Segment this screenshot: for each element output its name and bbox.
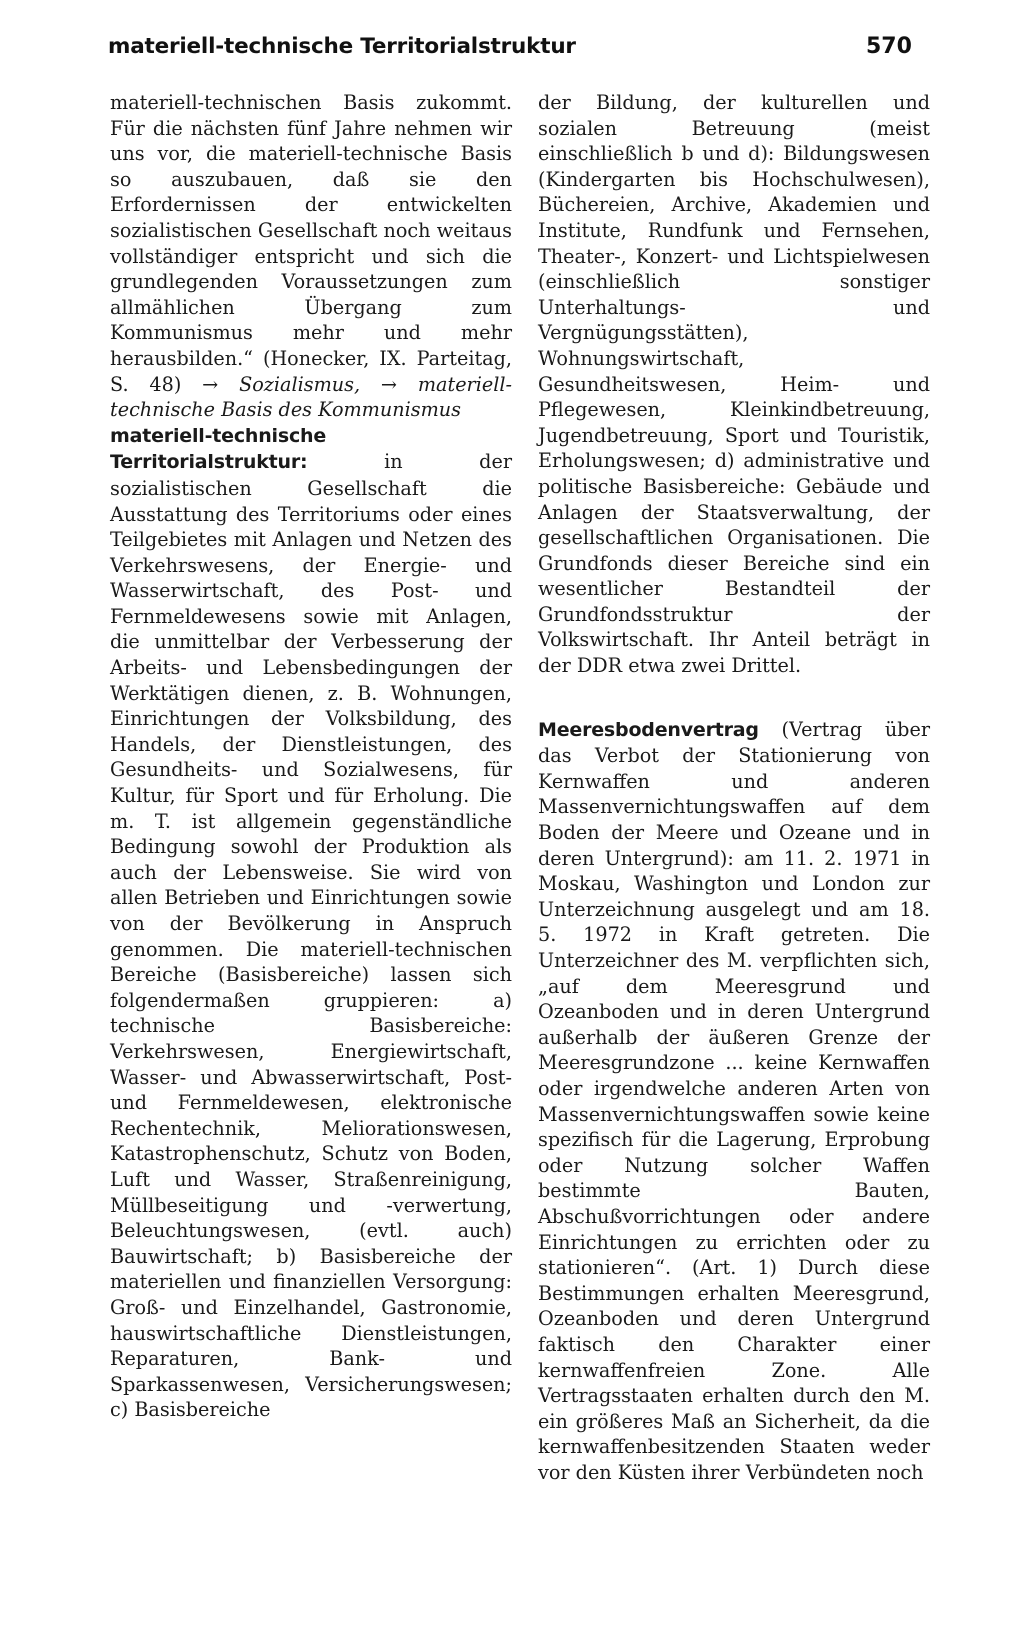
cross-reference-sozialismus[interactable]: Sozialismus, xyxy=(239,372,361,396)
page-number: 570 xyxy=(866,34,912,59)
continuation-paragraph xyxy=(110,90,512,423)
continuation-text: materiell-technischen Basis zukommt. Für die nächsten fünf Jahre nehmen wir uns vor, die materiell-technische Basis so auszubauen, daß sie den Erfordernissen der entwickelten sozialistischen Gesellschaft noch weitaus vollständiger entspricht und sich die grundlegenden Voraussetzungen zum allmählichen Übergang zum Kommunismus mehr und mehr herausbilden.“ (Honecker, IX. Parteitag, S. 48) xyxy=(110,91,512,396)
entry-headword: Meeresbodenvertrag xyxy=(538,718,759,741)
continuation-paragraph xyxy=(538,90,930,679)
entry-body: (Vertrag über das Verbot der Stationierung von Kernwaffen und anderen Massenvernichtungswaffen auf dem Boden der Meere und Ozeane und in deren Untergrund): am 11. 2. 1971 in Moskau, Washington und London zur Unterzeichnung ausgelegt und am 18. 5. 1972 in Kraft getreten. Die Unterzeichner des M. verpflichten sich, „auf dem Meeresgrund und Ozeanboden und in deren Untergrund außerhalb der äußeren Grenze der Meeresgrundzone ... keine Kernwaffen oder irgendwelche anderen Arten von Massenvernichtungswaffen sowie keine spezifisch für die Lagerung, Erprobung oder Nutzung solcher Waffen bestimmte Bauten, Abschußvorrichtungen oder andere Einrichtungen zu errichten oder zu stationieren“. (Art. 1) Durch diese Bestimmungen erhalten Meeresgrund, Ozeanboden und deren Untergrund faktisch den Charakter einer kernwaffenfreien Zone. Alle Vertragsstaaten erhalten durch den M. ein größeres Maß an Sicherheit, da die kernwaffenbesitzenden Staaten weder vor den Küsten ihrer Verbündeten noch xyxy=(538,717,930,1484)
entry-headword: materiell-technische Territorialstruktur: xyxy=(110,424,327,474)
running-head: materiell-technische Territorialstruktur xyxy=(108,34,576,59)
continuation-text: der Bildung, der kulturellen und sozialen Betreuung (meist einschließlich b und d): Bildungswesen (Kindergarten bis Hochschulwesen), Büchereien, Archive, Akademien und Institute, Rundfunk und Fernsehen, Theater-, Konzert- und Lichtspielwesen (einschließlich sonstiger Unterhaltungs- und Vergnügungsstätten), Wohnungswirtschaft, Gesundheitswesen, Heim- und Pflegewesen, Kleinkindbetreuung, Jugendbetreuung, Sport und Touristik, Erholungswesen; d) administrative und politische Basisbereiche: Gebäude und Anlagen der Staatsverwaltung, der gesellschaftlichen Organisationen. Die Grundfonds dieser Bereiche sind ein wesentlicher Bestandteil der Grundfondsstruktur der Volkswirtschaft. Ihr Anteil beträgt in der DDR etwa zwei Drittel. xyxy=(538,91,930,678)
right-column xyxy=(538,90,930,1485)
entry-body: in der sozialistischen Gesellschaft die Ausstattung des Territoriums oder eines Teilgebietes mit Anlagen und Netzen des Verkehrswesens, der Energie- und Wasserwirtschaft, des Post- und Fernmeldewesens sowie mit Anlagen, die unmittelbar der Verbesserung der Arbeits- und Lebensbedingungen der Werktätigen dienen, z. B. Wohnungen, Einrichtungen der Volksbildung, des Handels, der Dienstleistungen, des Gesundheits- und Sozialwesens, für Kultur, für Sport und für Erholung. Die m. T. ist allgemein gegenständliche Bedingung sowohl der Produktion als auch der Lebensweise. Sie wird von allen Betrieben und Einrichtungen sowie von der Bevölkerung in Anspruch genommen. Die materiell-technischen Bereiche (Basisbereiche) lassen sich folgendermaßen gruppieren: a) technische Basisbereiche: Verkehrswesen, Energiewirtschaft, Wasser- und Abwasserwirtschaft, Post- und Fernmeldewesen, elektronische Rechentechnik, Meliorationswesen, Katastrophenschutz, Schutz von Boden, Luft und Wasser, Straßenreinigung, Müllbeseitigung und -verwertung, Beleuchtungswesen, (evtl. auch) Bauwirtschaft; b) Basisbereiche der materiellen und finanziellen Versorgung: Groß- und Einzelhandel, Gastronomie, hauswirtschaftliche Dienstleistungen, Reparaturen, Bank- und Sparkassenwesen, Versicherungswesen; c) Basisbereiche xyxy=(110,450,512,1422)
cross-reference-arrow-icon: → xyxy=(202,372,219,396)
left-column xyxy=(110,90,512,1423)
cross-reference-arrow-icon: → xyxy=(380,372,397,396)
entry-territorialstruktur xyxy=(110,423,512,1423)
entry-meeresbodenvertrag xyxy=(538,717,930,1486)
cross-reference-materiell-technische-basis[interactable]: materiell-technische Basis des Kommunismus xyxy=(110,372,512,422)
